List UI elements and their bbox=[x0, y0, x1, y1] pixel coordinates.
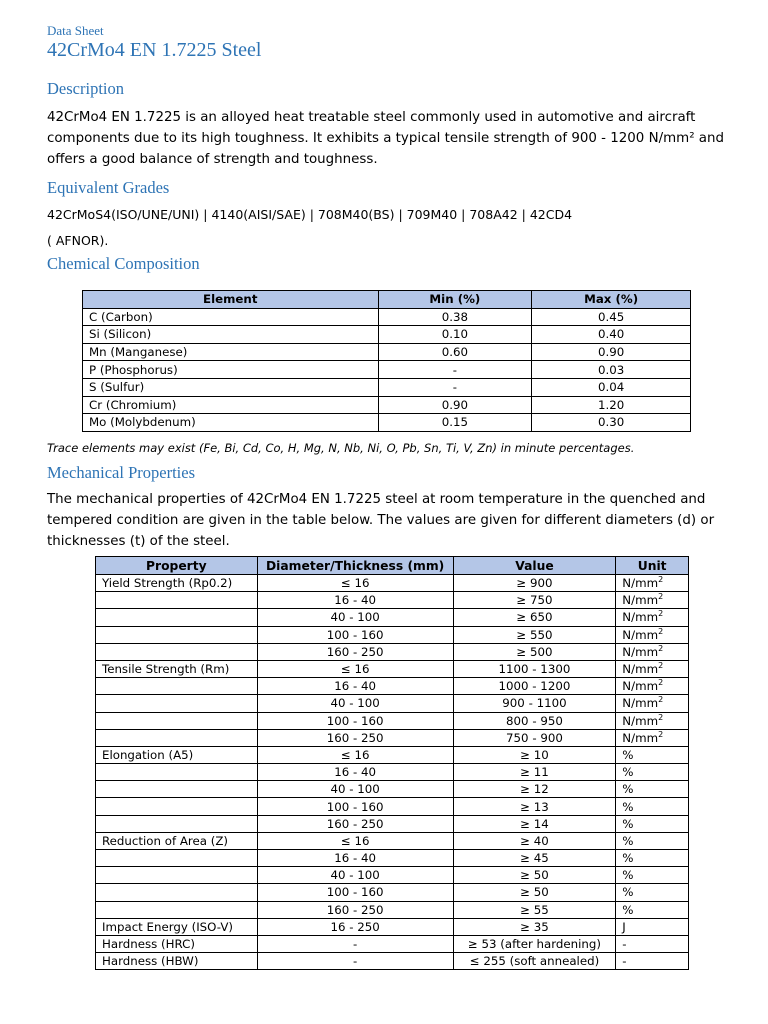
mechanical-cell bbox=[96, 798, 258, 815]
table-row bbox=[96, 609, 689, 626]
mechanical-cell: $N/mm^2$ bbox=[616, 678, 689, 695]
mechanical-cell: ≥ 900 bbox=[453, 575, 616, 592]
chemical-composition-table bbox=[82, 290, 691, 432]
mechanical-cell: 900 - 1100 bbox=[453, 695, 616, 712]
mechanical-cell: ≥ 50 bbox=[453, 867, 616, 884]
mechanical-cell: Elongation (A5) bbox=[96, 746, 258, 763]
chemical-cell: Mo (Molybdenum) bbox=[83, 414, 379, 432]
table-row bbox=[83, 396, 691, 414]
mechanical-cell: ≤ 16 bbox=[257, 832, 453, 849]
chemical-cell: 0.04 bbox=[532, 378, 691, 396]
mechanical-cell: ≥ 550 bbox=[453, 626, 616, 643]
mechanical-cell bbox=[96, 695, 258, 712]
mechanical-cell: ≤ 255 (soft annealed) bbox=[453, 953, 616, 970]
mechanical-cell bbox=[96, 729, 258, 746]
table-row bbox=[83, 378, 691, 396]
mechanical-cell: ≥ 40 bbox=[453, 832, 616, 849]
table-row bbox=[96, 678, 689, 695]
mechanical-cell: $N/mm^2$ bbox=[616, 729, 689, 746]
trace-elements-note: Trace elements may exist (Fe, Bi, Cd, Co, H, Mg, N, Nb, Ni, O, Pb, Sn, Ti, V, Zn) in minute percentages. bbox=[47, 441, 635, 455]
mechanical-column-header: Property bbox=[96, 557, 258, 575]
mechanical-cell bbox=[96, 592, 258, 609]
mechanical-cell: ≥ 650 bbox=[453, 609, 616, 626]
mechanical-cell: $N/mm^2$ bbox=[616, 660, 689, 677]
table-row bbox=[96, 643, 689, 660]
mechanical-cell: ≤ 16 bbox=[257, 746, 453, 763]
mechanical-cell: $N/mm^2$ bbox=[616, 609, 689, 626]
table-row bbox=[96, 884, 689, 901]
mechanical-cell bbox=[96, 884, 258, 901]
mechanical-properties-heading: Mechanical Properties bbox=[47, 463, 195, 482]
equivalent-grades-heading: Equivalent Grades bbox=[47, 178, 170, 197]
mechanical-properties-table bbox=[95, 556, 689, 970]
table-row bbox=[83, 343, 691, 361]
equivalent-grades-line-2: ( AFNOR). bbox=[47, 233, 109, 248]
chemical-cell: 0.45 bbox=[532, 308, 691, 326]
table-row bbox=[96, 832, 689, 849]
table-row bbox=[96, 764, 689, 781]
table-row bbox=[83, 361, 691, 379]
chemical-cell: 0.10 bbox=[378, 326, 532, 344]
chemical-cell: - bbox=[378, 378, 532, 396]
table-row bbox=[96, 850, 689, 867]
chemical-cell: - bbox=[378, 361, 532, 379]
mechanical-cell: $N/mm^2$ bbox=[616, 592, 689, 609]
mechanical-cell: - bbox=[257, 935, 453, 952]
mechanical-cell: Hardness (HBW) bbox=[96, 953, 258, 970]
mechanical-cell bbox=[96, 712, 258, 729]
chemical-column-header: Min (%) bbox=[378, 291, 532, 309]
mechanical-cell: % bbox=[616, 832, 689, 849]
table-row bbox=[96, 918, 689, 935]
mechanical-cell: % bbox=[616, 901, 689, 918]
mechanical-cell bbox=[96, 678, 258, 695]
mechanical-cell: ≥ 50 bbox=[453, 884, 616, 901]
mechanical-cell: 16 - 40 bbox=[257, 592, 453, 609]
mechanical-cell: 16 - 40 bbox=[257, 764, 453, 781]
mechanical-column-header: Diameter/Thickness (mm) bbox=[257, 557, 453, 575]
mechanical-cell: % bbox=[616, 884, 689, 901]
mechanical-cell bbox=[96, 643, 258, 660]
mechanical-cell: J bbox=[616, 918, 689, 935]
mechanical-cell: ≥ 14 bbox=[453, 815, 616, 832]
table-row bbox=[96, 626, 689, 643]
mechanical-cell: ≥ 12 bbox=[453, 781, 616, 798]
mechanical-cell: - bbox=[616, 953, 689, 970]
mechanical-cell: Tensile Strength (Rm) bbox=[96, 660, 258, 677]
mechanical-cell: 160 - 250 bbox=[257, 815, 453, 832]
table-row bbox=[96, 867, 689, 884]
chemical-cell: C (Carbon) bbox=[83, 308, 379, 326]
mechanical-cell: 160 - 250 bbox=[257, 901, 453, 918]
chemical-cell: 0.30 bbox=[532, 414, 691, 432]
mechanical-cell: ≤ 16 bbox=[257, 575, 453, 592]
mechanical-cell: % bbox=[616, 746, 689, 763]
mechanical-properties-intro: The mechanical properties of 42CrMo4 EN 1.7225 steel at room temperature in the quenched and tempered condition are given in the table below. The values are given for different diameters (d) or thicknesses (t) of the steel. bbox=[47, 492, 715, 549]
mechanical-cell: 160 - 250 bbox=[257, 643, 453, 660]
mechanical-cell: 40 - 100 bbox=[257, 609, 453, 626]
table-row bbox=[96, 592, 689, 609]
mechanical-cell: Impact Energy (ISO-V) bbox=[96, 918, 258, 935]
chemical-cell: 0.03 bbox=[532, 361, 691, 379]
mechanical-cell: Yield Strength (Rp0.2) bbox=[96, 575, 258, 592]
table-row bbox=[83, 414, 691, 432]
mechanical-cell bbox=[96, 764, 258, 781]
mechanical-cell: 1000 - 1200 bbox=[453, 678, 616, 695]
mechanical-cell bbox=[96, 850, 258, 867]
mechanical-cell: ≥ 55 bbox=[453, 901, 616, 918]
mechanical-cell: 16 - 40 bbox=[257, 678, 453, 695]
table-row bbox=[96, 953, 689, 970]
chemical-cell: 0.40 bbox=[532, 326, 691, 344]
chemical-cell: 0.15 bbox=[378, 414, 532, 432]
mechanical-cell bbox=[96, 609, 258, 626]
mechanical-cell: ≥ 10 bbox=[453, 746, 616, 763]
mechanical-cell bbox=[96, 815, 258, 832]
mechanical-cell: $N/mm^2$ bbox=[616, 575, 689, 592]
mechanical-cell: % bbox=[616, 867, 689, 884]
table-row bbox=[96, 798, 689, 815]
mechanical-cell bbox=[96, 781, 258, 798]
mechanical-cell: % bbox=[616, 781, 689, 798]
mechanical-cell: % bbox=[616, 815, 689, 832]
mechanical-cell: 16 - 250 bbox=[257, 918, 453, 935]
mechanical-cell: - bbox=[616, 935, 689, 952]
mechanical-cell: ≥ 750 bbox=[453, 592, 616, 609]
chemical-cell: 0.90 bbox=[532, 343, 691, 361]
mechanical-cell: 16 - 40 bbox=[257, 850, 453, 867]
mechanical-cell: 800 - 950 bbox=[453, 712, 616, 729]
chemical-cell: 0.60 bbox=[378, 343, 532, 361]
mechanical-cell: 40 - 100 bbox=[257, 695, 453, 712]
table-row bbox=[96, 660, 689, 677]
table-row bbox=[96, 729, 689, 746]
mechanical-cell: ≥ 45 bbox=[453, 850, 616, 867]
mechanical-cell bbox=[96, 867, 258, 884]
mechanical-cell: 100 - 160 bbox=[257, 798, 453, 815]
mechanical-cell: $N/mm^2$ bbox=[616, 626, 689, 643]
mechanical-cell: 750 - 900 bbox=[453, 729, 616, 746]
mechanical-cell bbox=[96, 901, 258, 918]
mechanical-cell: ≥ 11 bbox=[453, 764, 616, 781]
mechanical-cell: 100 - 160 bbox=[257, 712, 453, 729]
mechanical-cell: $N/mm^2$ bbox=[616, 643, 689, 660]
mechanical-cell: $N/mm^2$ bbox=[616, 712, 689, 729]
chemical-column-header: Element bbox=[83, 291, 379, 309]
mechanical-cell: 100 - 160 bbox=[257, 626, 453, 643]
mechanical-cell: % bbox=[616, 850, 689, 867]
mechanical-cell: 1100 - 1300 bbox=[453, 660, 616, 677]
mechanical-column-header: Unit bbox=[616, 557, 689, 575]
chemical-composition-heading: Chemical Composition bbox=[47, 254, 200, 273]
mechanical-cell: ≥ 35 bbox=[453, 918, 616, 935]
equivalent-grades-line-1: 42CrMoS4(ISO/UNE/UNI) | 4140(AISI/SAE) | 708M40(BS) | 709M40 | 708A42 | 42CD4 bbox=[47, 207, 573, 222]
description-text: 42CrMo4 EN 1.7225 is an alloyed heat treatable steel commonly used in automotive and aircraft components due to its high toughness. It exhibits a typical tensile strength of 900 - 1200 N/mm² and offers a good balance of strength and toughness. bbox=[47, 110, 725, 167]
chemical-cell: Mn (Manganese) bbox=[83, 343, 379, 361]
chemical-cell: S (Sulfur) bbox=[83, 378, 379, 396]
mechanical-cell: % bbox=[616, 764, 689, 781]
mechanical-cell: 40 - 100 bbox=[257, 867, 453, 884]
mechanical-cell: Reduction of Area (Z) bbox=[96, 832, 258, 849]
chemical-cell: 0.90 bbox=[378, 396, 532, 414]
table-row bbox=[96, 712, 689, 729]
table-row bbox=[96, 815, 689, 832]
table-header-row bbox=[96, 557, 689, 575]
table-row bbox=[96, 901, 689, 918]
document-title: 42CrMo4 EN 1.7225 Steel bbox=[47, 39, 262, 61]
table-row bbox=[96, 575, 689, 592]
document-label: Data Sheet bbox=[47, 23, 104, 38]
table-row bbox=[83, 308, 691, 326]
table-row bbox=[96, 695, 689, 712]
mechanical-cell: ≥ 53 (after hardening) bbox=[453, 935, 616, 952]
mechanical-cell: Hardness (HRC) bbox=[96, 935, 258, 952]
description-heading: Description bbox=[47, 79, 124, 98]
mechanical-cell: $N/mm^2$ bbox=[616, 695, 689, 712]
chemical-column-header: Max (%) bbox=[532, 291, 691, 309]
table-row bbox=[96, 935, 689, 952]
table-header-row bbox=[83, 291, 691, 309]
mechanical-cell: 40 - 100 bbox=[257, 781, 453, 798]
mechanical-cell: % bbox=[616, 798, 689, 815]
chemical-cell: Cr (Chromium) bbox=[83, 396, 379, 414]
chemical-cell: Si (Silicon) bbox=[83, 326, 379, 344]
chemical-cell: 0.38 bbox=[378, 308, 532, 326]
mechanical-cell: ≥ 500 bbox=[453, 643, 616, 660]
mechanical-cell: 160 - 250 bbox=[257, 729, 453, 746]
mechanical-cell: 100 - 160 bbox=[257, 884, 453, 901]
table-row bbox=[83, 326, 691, 344]
table-row bbox=[96, 746, 689, 763]
table-row bbox=[96, 781, 689, 798]
mechanical-cell: ≥ 13 bbox=[453, 798, 616, 815]
mechanical-column-header: Value bbox=[453, 557, 616, 575]
chemical-cell: 1.20 bbox=[532, 396, 691, 414]
mechanical-cell: - bbox=[257, 953, 453, 970]
mechanical-cell: ≤ 16 bbox=[257, 660, 453, 677]
chemical-cell: P (Phosphorus) bbox=[83, 361, 379, 379]
mechanical-cell bbox=[96, 626, 258, 643]
